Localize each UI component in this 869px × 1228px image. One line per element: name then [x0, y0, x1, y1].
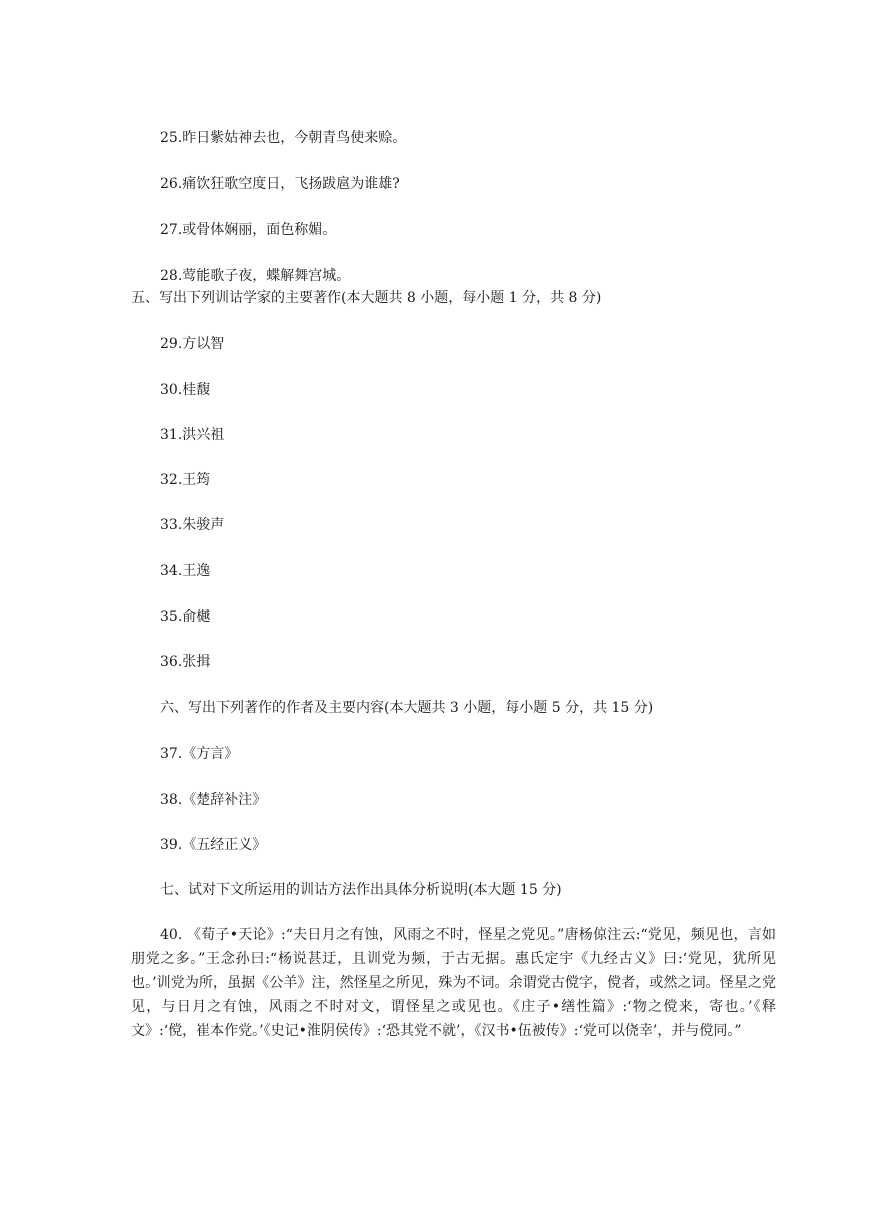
- list-item: 36.张揖: [160, 654, 211, 670]
- list-item: 27.或骨体娴丽，面色称媚。: [160, 222, 337, 238]
- list-item: 30.桂馥: [160, 382, 211, 398]
- list-item: 35.俞樾: [160, 609, 211, 625]
- section-heading: 六、写出下列著作的作者及主要内容(本大题共 3 小题，每小题 5 分，共 15 分): [160, 700, 654, 716]
- list-item: 38.《楚辞补注》: [160, 792, 267, 808]
- list-item: 33.朱骏声: [160, 517, 225, 533]
- list-item: 37.《方言》: [160, 746, 239, 762]
- list-item: 32.王筠: [160, 472, 211, 488]
- list-item: 25.昨日紫姑神去也，今朝青鸟使来赊。: [160, 130, 407, 146]
- list-item: 26.痛饮狂歌空度日，飞扬跋扈为谁雄?: [160, 176, 400, 192]
- list-item: 29.方以智: [160, 336, 225, 352]
- list-item: 31.洪兴祖: [160, 427, 225, 443]
- section-heading: 五、写出下列训诂学家的主要著作(本大题共 8 小题，每小题 1 分，共 8 分): [131, 290, 602, 306]
- list-item: 28.莺能歌子夜，蝶解舞宫城。: [160, 268, 351, 284]
- list-item: 34.王逸: [160, 563, 211, 579]
- passage-paragraph: 40. 《荀子•天论》:“夫日月之有蚀，风雨之不时，怪星之党见。”唐杨倞注云:“党见，频见也，言如朋党之多。”王念孙曰:“杨说甚迂，且训党为频，于古无据。惠氏定宇《九经古义》曰:‘党见，犹所见也。’训党为所，虽据《公羊》注，然怪星之所见，殊为不词。余谓党古傥字，傥者，或然之词。怪星之党见，与日月之有蚀，风雨之不时对文，谓怪星之或见也。《庄子•缮性篇》:‘物之傥来，寄也。’《释文》:‘傥，崔本作党。’《史记•淮阴侯传》:‘恐其党不就’，《汉书•伍被传》:‘党可以侥幸’，并与傥同。”: [131, 927, 776, 1039]
- list-item: 39.《五经正义》: [160, 837, 267, 853]
- section-heading: 七、试对下文所运用的训诂方法作出具体分析说明(本大题 15 分): [160, 882, 562, 898]
